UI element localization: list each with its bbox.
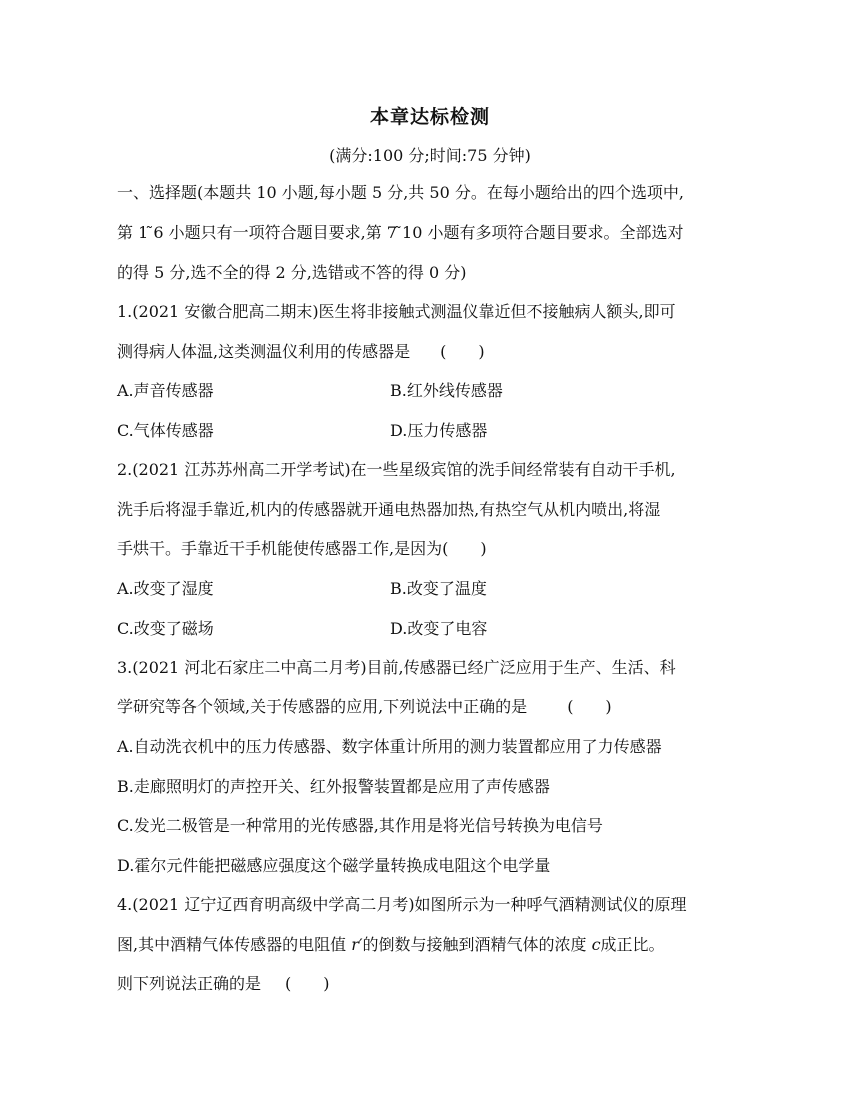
q2-options-row-2 bbox=[117, 619, 488, 639]
q4-stem-text-c: 成正比。 bbox=[600, 935, 665, 954]
q1-stem-line-1: 1.(2021 安徽合肥高二期末)医生将非接触式测温仪靠近但不接触病人额头,即可 bbox=[117, 302, 676, 321]
q2-option-c: C.改变了磁场 bbox=[117, 619, 214, 638]
q1-option-c: C.气体传感器 bbox=[117, 421, 214, 440]
q4-stem-text-b: 的倒数与接触到酒精气体的浓度 bbox=[362, 935, 592, 954]
page-title: 本章达标检测 bbox=[369, 106, 490, 128]
q1-answer-paren: ( ) bbox=[440, 342, 485, 361]
q2-option-a: A.改变了湿度 bbox=[117, 579, 214, 598]
q2-option-d: D.改变了电容 bbox=[390, 619, 488, 638]
q4-stem-text-a: 图,其中酒精气体传感器的电阻值 bbox=[117, 935, 352, 954]
section-instructions-line-2: 第 1 ̃6 小题只有一项符合题目要求,第 7 ̃10 小题有多项符合题目要求。全部选对 bbox=[117, 223, 684, 242]
q1-stem-line-2 bbox=[117, 342, 485, 362]
score-time-info: (满分:100 分;时间:75 分钟) bbox=[329, 146, 531, 165]
q3-option-b: B.走廊照明灯的声控开关、红外报警装置都是应用了声传感器 bbox=[117, 777, 550, 796]
q1-option-a: A.声音传感器 bbox=[117, 381, 214, 400]
q4-variable-c: c bbox=[591, 935, 601, 954]
q2-stem-line-1: 2.(2021 江苏苏州高二开学考试)在一些星级宾馆的洗手间经常装有自动干手机, bbox=[117, 460, 676, 479]
section-instructions-line-3: 的得 5 分,选不全的得 2 分,选错或不答的得 0 分) bbox=[117, 263, 467, 282]
q3-option-d: D.霍尔元件能把磁感应强度这个磁学量转换成电阻这个电学量 bbox=[117, 856, 551, 875]
q4-variable-r-prime: r′ bbox=[351, 935, 363, 954]
q4-stem-line-1: 4.(2021 辽宁辽西育明高级中学高二月考)如图所示为一种呼气酒精测试仪的原理 bbox=[117, 895, 687, 914]
q2-answer-paren: ( ) bbox=[442, 539, 487, 558]
q1-options-row-1 bbox=[117, 381, 503, 401]
q2-options-row-1 bbox=[117, 579, 487, 599]
q3-stem-line-1: 3.(2021 河北石家庄二中高二月考)目前,传感器已经广泛应用于生产、生活、科 bbox=[117, 658, 676, 677]
q4-stem-line-3 bbox=[117, 974, 330, 994]
q1-options-row-2 bbox=[117, 421, 488, 441]
q2-option-b: B.改变了温度 bbox=[390, 579, 487, 598]
q4-stem-text-d: 则下列说法正确的是 bbox=[117, 974, 262, 993]
q2-stem-line-2: 洗手后将湿手靠近,机内的传感器就开通电热器加热,有热空气从机内喷出,将湿 bbox=[117, 500, 661, 519]
q1-stem-text: 测得病人体温,这类测温仪利用的传感器是 bbox=[117, 342, 411, 361]
q3-stem-line-2 bbox=[117, 697, 612, 717]
q1-option-b: B.红外线传感器 bbox=[390, 381, 503, 400]
q2-stem-line-3 bbox=[117, 539, 487, 559]
q4-stem-line-2 bbox=[117, 935, 665, 955]
q1-option-d: D.压力传感器 bbox=[390, 421, 488, 440]
q3-answer-paren: ( ) bbox=[567, 697, 612, 716]
section-instructions-line-1: 一、选择题(本题共 10 小题,每小题 5 分,共 50 分。在每小题给出的四个选项中, bbox=[117, 183, 684, 202]
q2-stem-text: 手烘干。手靠近干手机能使传感器工作,是因为 bbox=[117, 539, 443, 558]
q4-answer-paren: ( ) bbox=[285, 974, 330, 993]
q3-option-c: C.发光二极管是一种常用的光传感器,其作用是将光信号转换为电信号 bbox=[117, 816, 603, 835]
q3-stem-text: 学研究等各个领域,关于传感器的应用,下列说法中正确的是 bbox=[117, 697, 528, 716]
q3-option-a: A.自动洗衣机中的压力传感器、数字体重计所用的测力装置都应用了力传感器 bbox=[117, 737, 662, 756]
